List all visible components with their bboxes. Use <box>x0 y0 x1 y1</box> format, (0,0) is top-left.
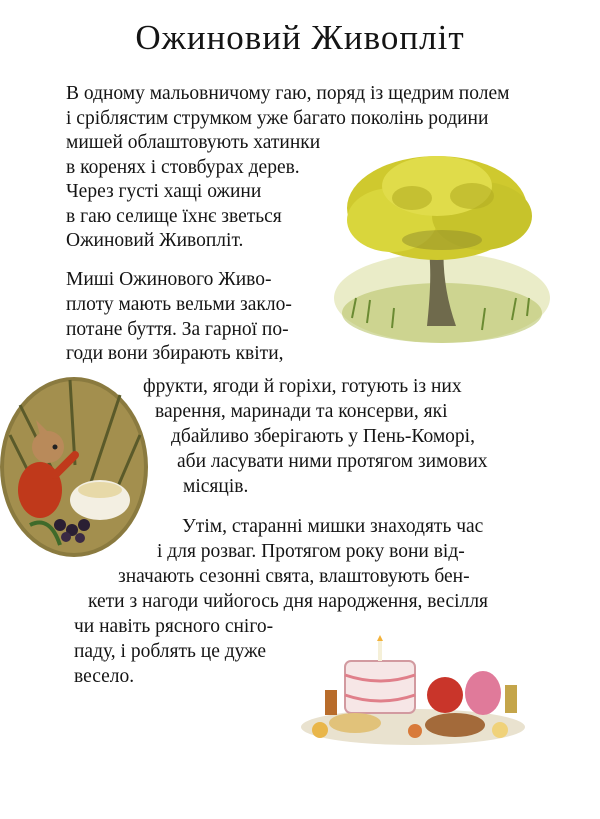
paragraph-1-line-1: В одному мальовничому гаю, поряд із щедрим полем <box>66 83 510 104</box>
paragraph-1-line-7: Ожиновий Живопліт. <box>66 230 244 251</box>
paragraph-2-line-3: потане буття. За гарної по- <box>66 319 289 340</box>
paragraph-1-line-4: в коренях і стовбурах дерев. <box>66 157 300 178</box>
paragraph-2-line-1: Миші Ожинового Живо- <box>66 269 272 290</box>
paragraph-1-line-2: і сріблястим струмком уже багато поколінь родини <box>66 108 489 129</box>
paragraph-2-line-9: місяців. <box>183 476 249 497</box>
paragraph-1-line-3: мишей облаштовують хатинки <box>66 132 321 153</box>
paragraph-2-line-8: аби ласувати ними протягом зимових <box>177 451 488 472</box>
paragraph-1-line-6: в гаю селище їхнє зветься <box>66 206 282 227</box>
paragraph-3-line-3: значають сезонні свята, влаштовують бен- <box>118 566 470 587</box>
mouse-picking-berries-illustration <box>0 375 152 560</box>
paragraph-3-line-1: Утім, старанні мишки знаходять час <box>182 516 484 537</box>
feast-table-illustration <box>295 635 527 750</box>
paragraph-3-line-4: кети з нагоди чийогось дня народження, весілля <box>88 591 489 612</box>
paragraph-3-line-7: весело. <box>74 666 135 687</box>
paragraph-2-line-7: дбайливо зберігають у Пень-Коморі, <box>171 426 475 447</box>
tree-illustration <box>332 148 552 348</box>
paragraph-3-line-2: і для розваг. Протягом року вони від- <box>157 541 465 562</box>
paragraph-2-line-2: плоту мають вельми закло- <box>66 294 292 315</box>
paragraph-3-line-6: паду, і роблять це дуже <box>74 641 267 662</box>
paragraph-2-line-5: фрукти, ягоди й горіхи, готують із них <box>143 376 462 397</box>
paragraph-3-line-5: чи навіть рясного сніго- <box>74 616 274 637</box>
page-title: Ожиновий Живопліт <box>135 18 465 57</box>
paragraph-1-line-5: Через густі хащі ожини <box>66 181 262 202</box>
paragraph-2-line-4: годи вони збирають квіти, <box>66 343 284 364</box>
paragraph-2-line-6: варення, маринади та консерви, які <box>155 401 448 422</box>
